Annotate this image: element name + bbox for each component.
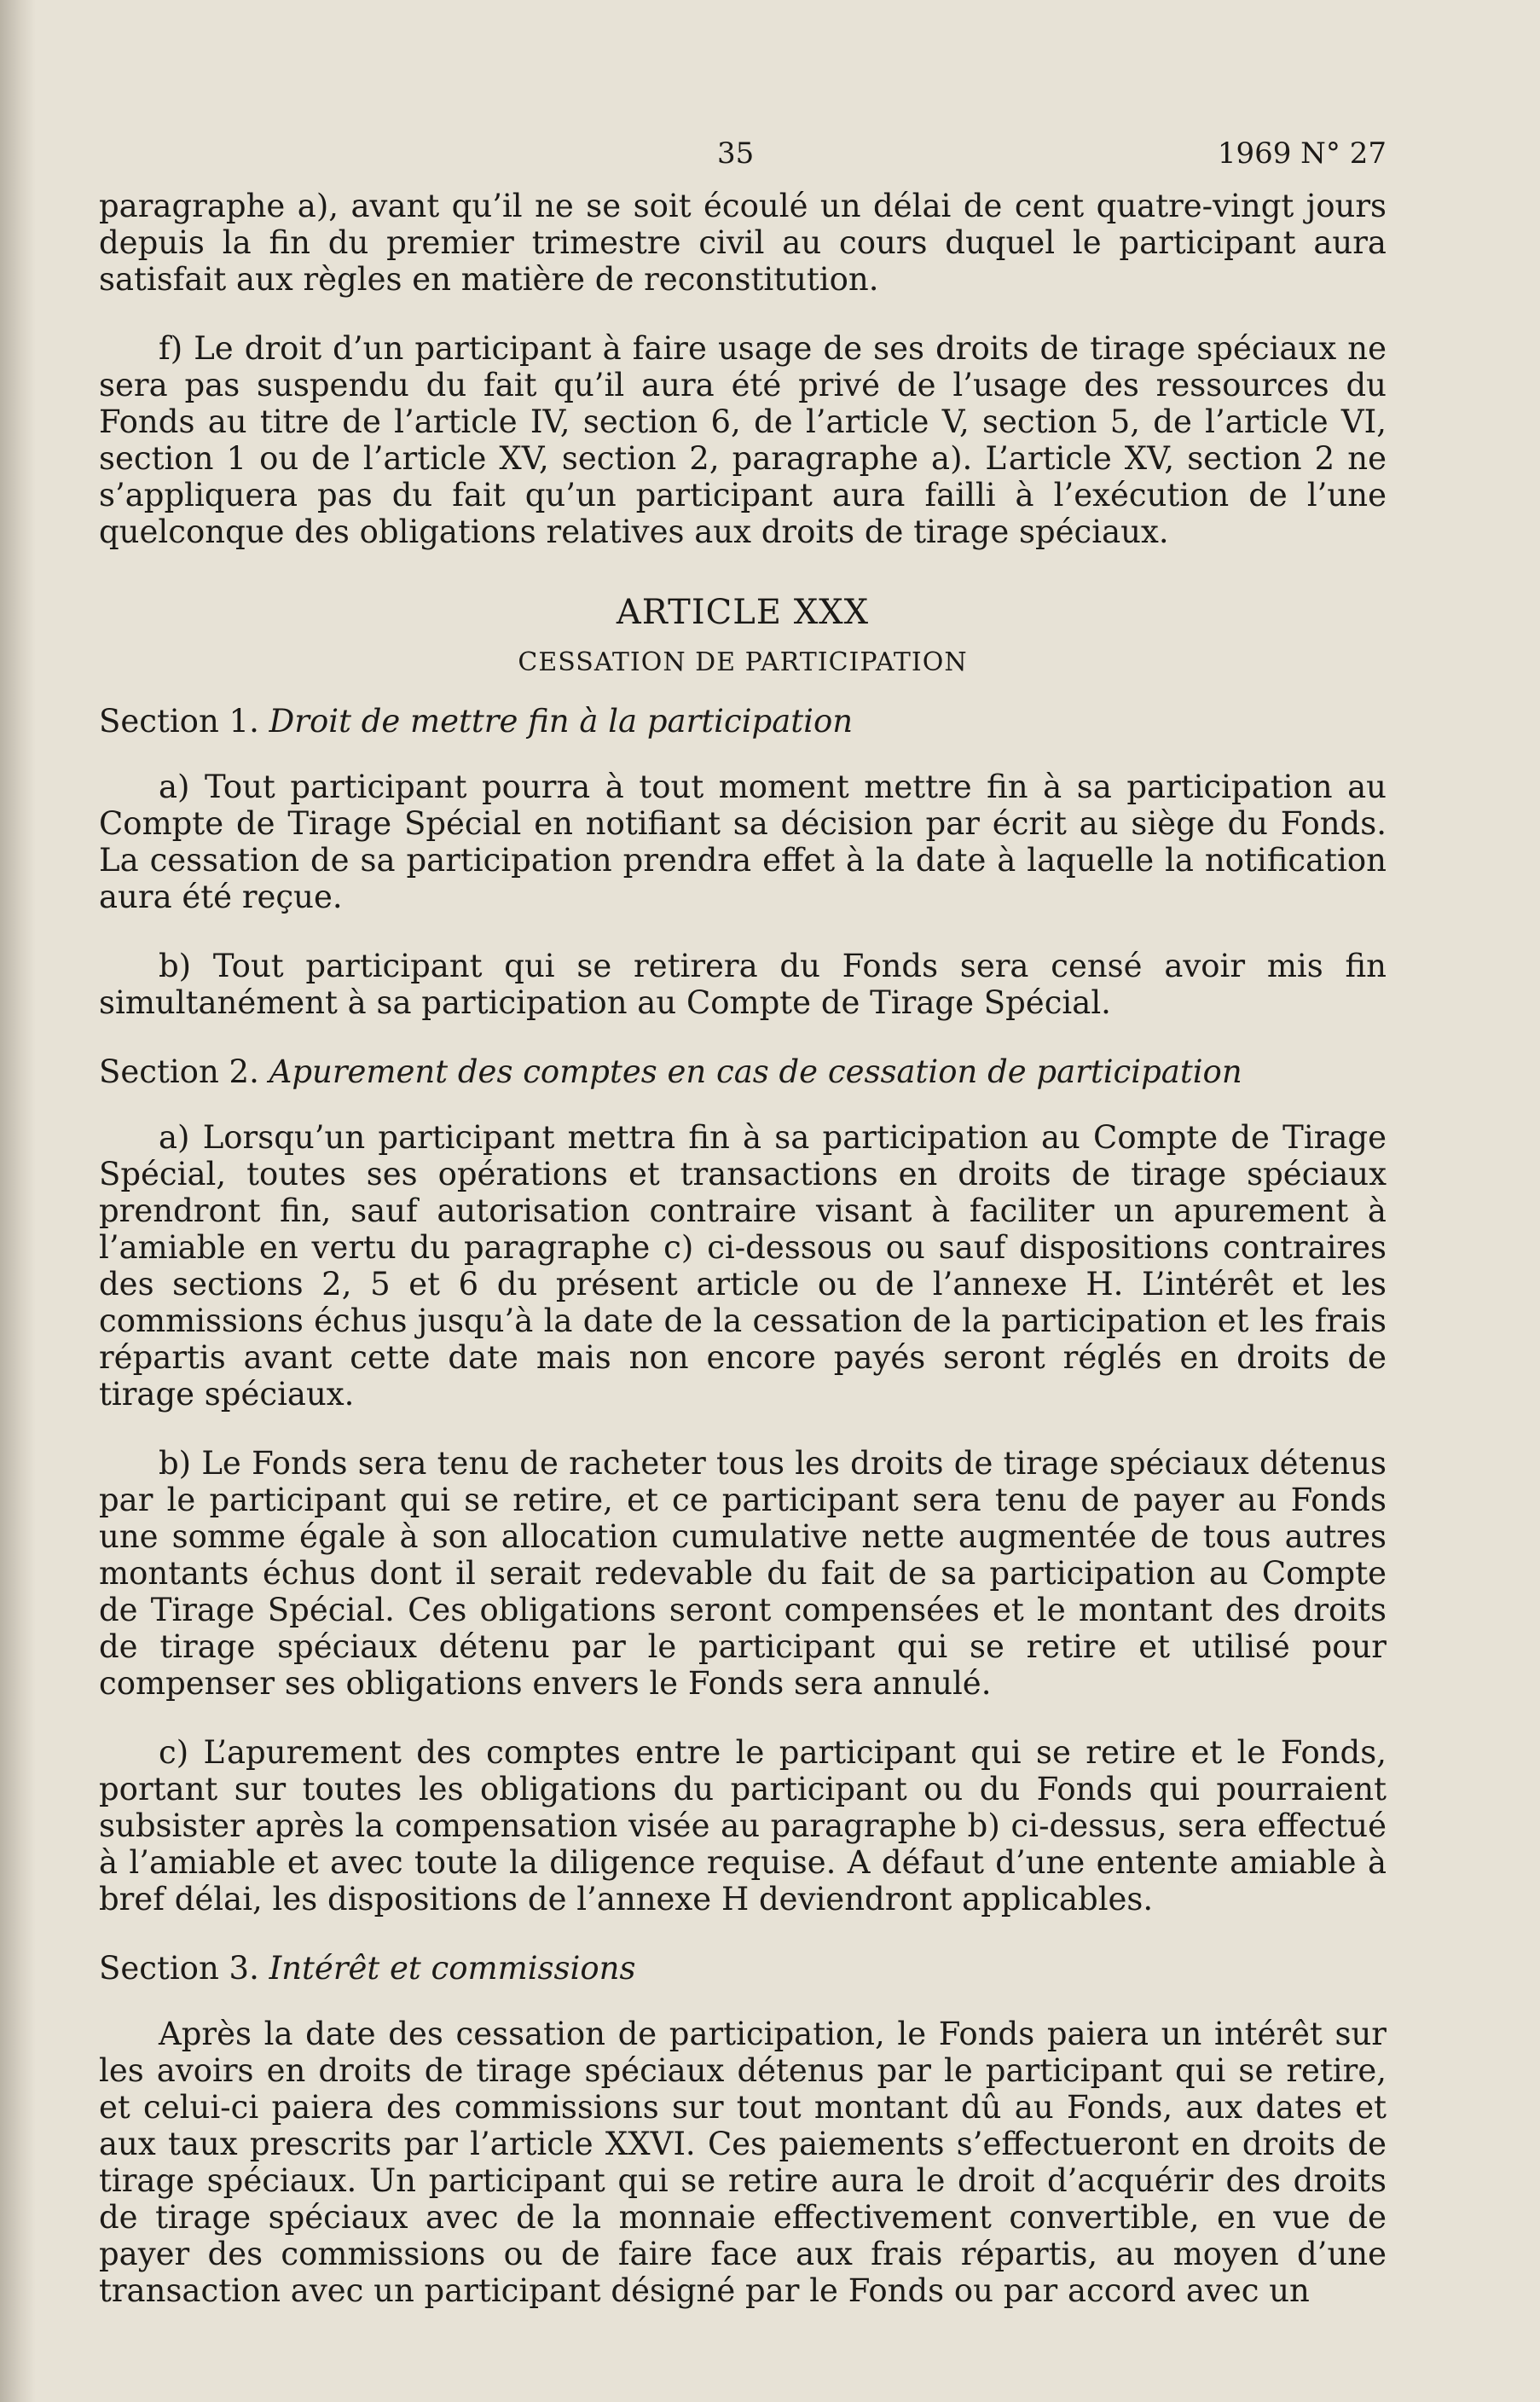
section-paragraph: a) Lorsqu’un participant mettra fin à sa participation au Compte de Tirage Spécial, toutes ses opérations et transactions en droits de tirage spéciaux prendront fin, sauf autorisation contraire visant à faciliter un apurement à l’amiable en vertu du paragraphe c) ci-dessous ou sauf dispositions contraires des sections 2, 5 et 6 du présent article ou de l’annexe H. L’intérêt et les commissions échus jusqu’à la date de la cessation de la participation et les frais répartis avant cette date mais non encore payés seront réglés en droits de tirage spéciaux. (99, 1119, 1387, 1413)
section-paragraph: b) Tout participant qui se retirera du Fonds sera censé avoir mis fin simultanément à sa participation au Compte de Tirage Spécial. (99, 948, 1387, 1021)
paragraph-continuation: paragraphe a), avant qu’il ne se soit écoulé un délai de cent quatre-vingt jours depuis la fin du premier trimestre civil au cours duquel le participant aura satisfait aux règles en matière de reconstitution. (99, 188, 1387, 298)
section-title: Droit de mettre fin à la participation (269, 703, 854, 740)
section-paragraph: Après la date des cessation de participation, le Fonds paiera un intérêt sur les avoirs en droits de tirage spéciaux détenus par le participant qui se retire, et celui-ci paiera des commissions sur tout montant dû au Fonds, aux dates et aux taux prescrits par l’article XXVI. Ces paiements s’effectueront en droits de tirage spéciaux. Un participant qui se retire aura le droit d’acquérir des droits de tirage spéciaux avec de la monnaie effectivement convertible, en vue de payer des commissions ou de faire face aux frais répartis, au moyen d’une transaction avec un participant désigné par le Fonds ou par accord avec un (99, 2016, 1387, 2309)
section-heading (99, 1950, 1387, 1987)
section-1 (99, 703, 1387, 1021)
section-paragraph: b) Le Fonds sera tenu de racheter tous les droits de tirage spéciaux détenus par le participant qui se retire, et ce participant sera tenu de payer au Fonds une somme égale à son allocation cumulative nette augmentée de tous autres montants échus dont il serait redevable du fait de sa participation au Compte de Tirage Spécial. Ces obligations seront compensées et le montant des droits de tirage spéciaux détenu par le participant qui se retire et utilisé pour compenser ses obligations envers le Fonds sera annulé. (99, 1445, 1387, 1702)
section-paragraph: a) Tout participant pourra à tout moment mettre fin à sa participation au Compte de Tirage Spécial en notifiant sa décision par écrit au siège du Fonds. La cessation de sa participation prendra effet à la date à laquelle la notification aura été reçue. (99, 769, 1387, 915)
section-label: Section 3. (99, 1950, 259, 1987)
book-gutter-shadow (0, 0, 36, 2402)
section-heading (99, 1053, 1387, 1090)
section-title: Intérêt et commissions (269, 1950, 636, 1987)
section-title: Apurement des comptes en cas de cessation de participation (269, 1053, 1242, 1090)
document-page (99, 136, 1387, 2341)
paragraph-f: f) Le droit d’un participant à faire usage de ses droits de tirage spéciaux ne sera pas suspendu du fait qu’il aura été privé de l’usage des ressources du Fonds au titre de l’article IV, section 6, de l’article V, section 5, de l’article VI, section 1 ou de l’article XV, section 2, paragraphe a). L’article XV, section 2 ne s’appliquera pas du fait qu’un participant aura failli à l’exécution de l’une quelconque des obligations relatives aux droits de tirage spéciaux. (99, 330, 1387, 550)
section-label: Section 2. (99, 1053, 259, 1090)
page-number: 35 (717, 136, 755, 171)
section-label: Section 1. (99, 703, 259, 740)
article-subtitle: CESSATION DE PARTICIPATION (518, 647, 968, 677)
section-heading (99, 703, 1387, 740)
page-header (99, 136, 1387, 188)
section-2 (99, 1053, 1387, 1918)
section-3 (99, 1950, 1387, 2309)
section-paragraph: c) L’apurement des comptes entre le participant qui se retire et le Fonds, portant sur toutes les obligations du participant ou du Fonds qui pourraient subsister après la compensation visée au paragraphe b) ci-dessus, sera effectué à l’amiable et avec toute la diligence requise. A défaut d’une entente amiable à bref délai, les dispositions de l’annexe H deviendront applicables. (99, 1734, 1387, 1918)
article-title: ARTICLE XXX (616, 593, 870, 632)
document-reference: 1969 N° 27 (1217, 136, 1387, 171)
